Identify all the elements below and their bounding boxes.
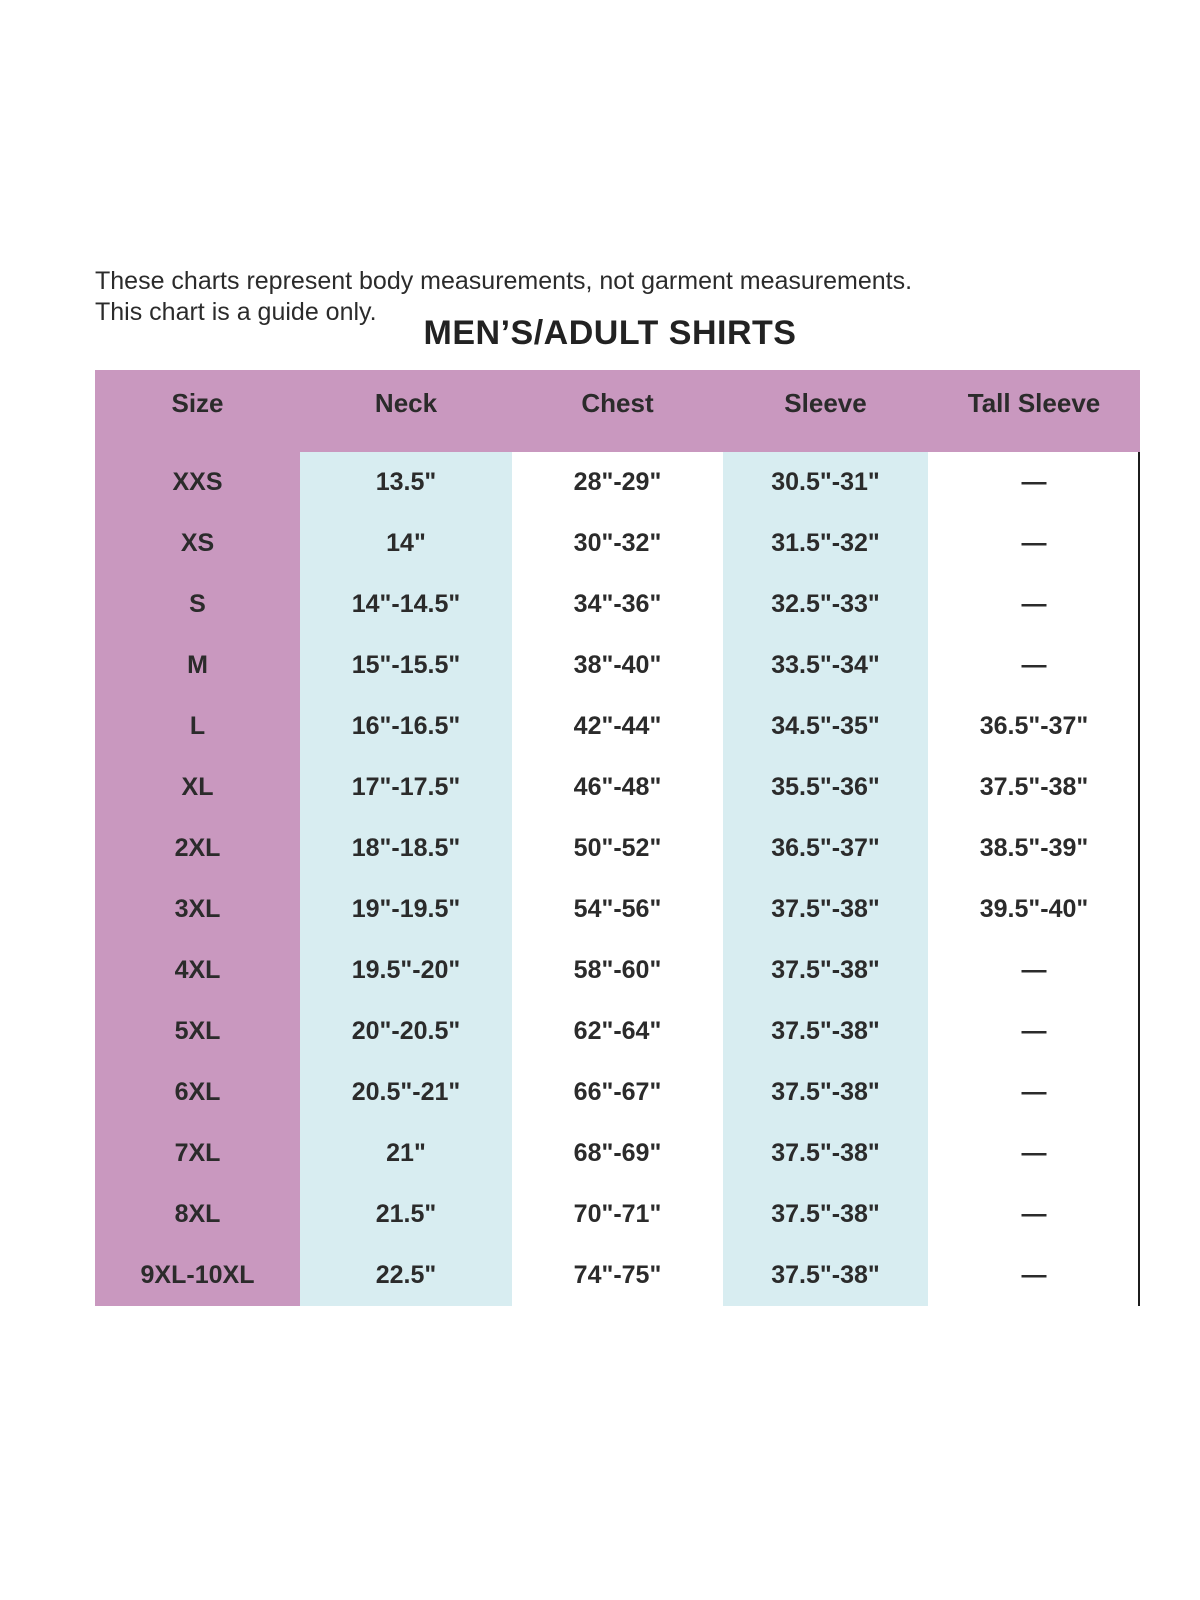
table-row [95,879,1140,940]
table-header-row [95,370,1140,452]
size-cell: 4XL [95,940,300,1001]
size-cell: XL [95,757,300,818]
value-cell: 28"-29" [512,452,723,513]
value-cell: 19"-19.5" [300,879,512,940]
table-row [95,513,1140,574]
value-cell: 37.5"-38" [723,940,928,1001]
value-cell: 33.5"-34" [723,635,928,696]
table-row [95,940,1140,1001]
value-cell: — [928,1123,1140,1184]
column-header-chest: Chest [581,388,654,418]
value-cell: 18"-18.5" [300,818,512,879]
size-chart-table [95,370,1140,1306]
value-cell: 50"-52" [512,818,723,879]
value-cell: 36.5"-37" [723,818,928,879]
size-cell: 6XL [95,1062,300,1123]
size-cell: 8XL [95,1184,300,1245]
value-cell: — [928,513,1140,574]
value-cell: 13.5" [300,452,512,513]
value-cell: 42"-44" [512,696,723,757]
table-row [95,1001,1140,1062]
size-cell: S [95,574,300,635]
table-row [95,1184,1140,1245]
value-cell: 20"-20.5" [300,1001,512,1062]
value-cell: 34.5"-35" [723,696,928,757]
value-cell: 19.5"-20" [300,940,512,1001]
size-cell: 2XL [95,818,300,879]
value-cell: 36.5"-37" [928,696,1140,757]
value-cell: 21" [300,1123,512,1184]
table-row [95,757,1140,818]
value-cell: 37.5"-38" [723,1245,928,1306]
value-cell: 37.5"-38" [723,879,928,940]
value-cell: 15"-15.5" [300,635,512,696]
intro-line-1: These charts represent body measurements, not garment measurements. [95,267,913,295]
value-cell: 35.5"-36" [723,757,928,818]
value-cell: 37.5"-38" [723,1001,928,1062]
value-cell: 22.5" [300,1245,512,1306]
size-cell: M [95,635,300,696]
table-row [95,1062,1140,1123]
value-cell: — [928,452,1140,513]
table-row [95,1123,1140,1184]
value-cell: — [928,1184,1140,1245]
value-cell: 46"-48" [512,757,723,818]
table-row [95,818,1140,879]
size-cell: 3XL [95,879,300,940]
value-cell: 54"-56" [512,879,723,940]
value-cell: 14" [300,513,512,574]
value-cell: 62"-64" [512,1001,723,1062]
value-cell: — [928,1245,1140,1306]
value-cell: 37.5"-38" [928,757,1140,818]
value-cell: 74"-75" [512,1245,723,1306]
value-cell: 16"-16.5" [300,696,512,757]
value-cell: — [928,1062,1140,1123]
table-body [95,452,1140,1306]
value-cell: 66"-67" [512,1062,723,1123]
value-cell: — [928,940,1140,1001]
size-cell: XS [95,513,300,574]
value-cell: 37.5"-38" [723,1184,928,1245]
intro-line-2: This chart is a guide only. [95,298,377,326]
column-header-tall-sleeve: Tall Sleeve [967,388,1101,418]
column-header-size: Size [171,388,224,418]
value-cell: — [928,574,1140,635]
value-cell: 14"-14.5" [300,574,512,635]
size-cell: 5XL [95,1001,300,1062]
value-cell: 34"-36" [512,574,723,635]
value-cell: — [928,635,1140,696]
value-cell: 20.5"-21" [300,1062,512,1123]
column-header-neck: Neck [374,388,438,418]
size-cell: XXS [95,452,300,513]
value-cell: 17"-17.5" [300,757,512,818]
table-row [95,574,1140,635]
value-cell: 38"-40" [512,635,723,696]
size-cell: 9XL-10XL [95,1245,300,1306]
table-right-border [1138,452,1140,1306]
value-cell: 38.5"-39" [928,818,1140,879]
value-cell: 30.5"-31" [723,452,928,513]
page-title: MEN’S/ADULT SHIRTS [423,314,797,352]
value-cell: 58"-60" [512,940,723,1001]
value-cell: 68"-69" [512,1123,723,1184]
value-cell: 21.5" [300,1184,512,1245]
size-cell: 7XL [95,1123,300,1184]
table-row [95,696,1140,757]
value-cell: 37.5"-38" [723,1123,928,1184]
value-cell: 30"-32" [512,513,723,574]
value-cell: — [928,1001,1140,1062]
value-cell: 39.5"-40" [928,879,1140,940]
table-row [95,452,1140,513]
value-cell: 31.5"-32" [723,513,928,574]
value-cell: 32.5"-33" [723,574,928,635]
column-header-sleeve: Sleeve [784,388,867,418]
table-row [95,1245,1140,1306]
value-cell: 37.5"-38" [723,1062,928,1123]
size-cell: L [95,696,300,757]
table-row [95,635,1140,696]
value-cell: 70"-71" [512,1184,723,1245]
